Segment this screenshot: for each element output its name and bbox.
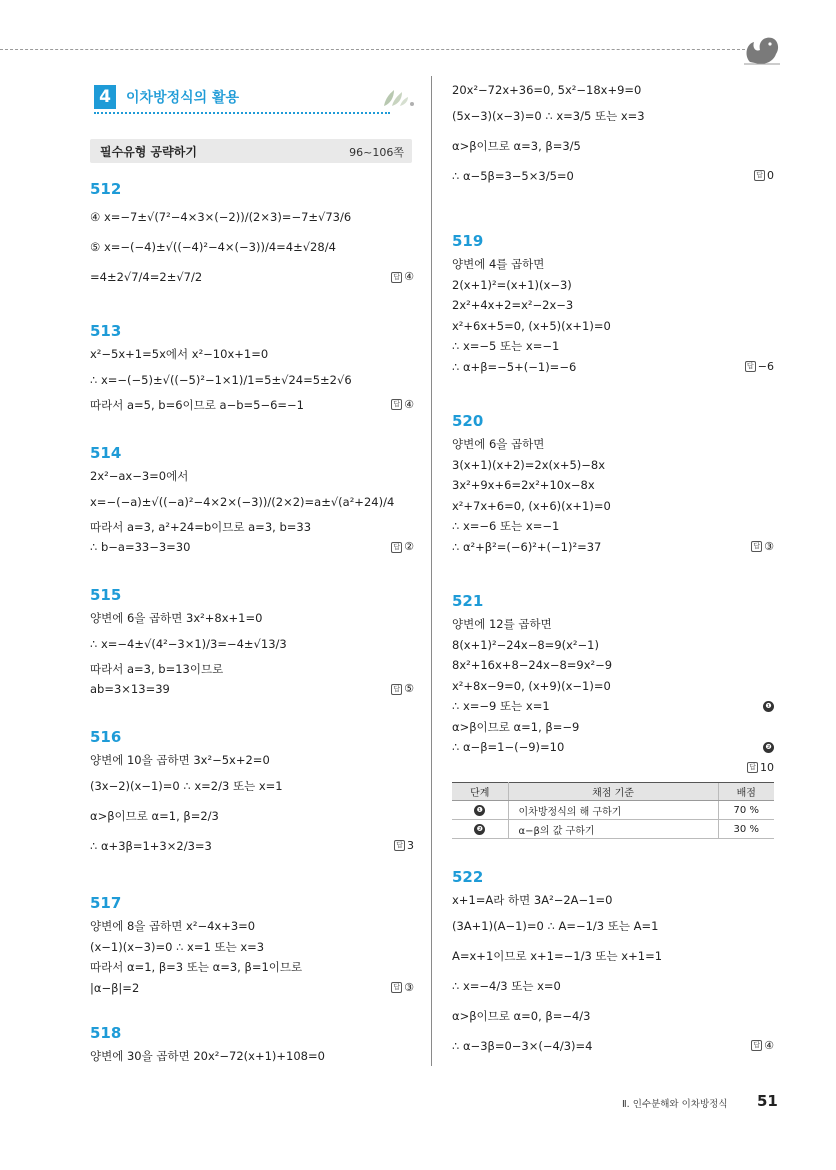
solution-text: ∴ b−a=33−3=30	[90, 540, 191, 554]
solution-line	[90, 608, 414, 629]
header-criteria: 채점 기준	[508, 783, 718, 801]
answer	[747, 758, 774, 779]
answer-value: −6	[757, 359, 774, 373]
solution-line	[90, 466, 414, 487]
solution-text: 양변에 12를 곱하면	[452, 617, 552, 631]
solution-text: (x−1)(x−3)=0 ∴ x=1 또는 x=3	[90, 939, 265, 954]
solution-text: x+1=A라 하면 3A²−2A−1=0	[452, 893, 613, 907]
problem-521	[452, 592, 774, 778]
score-cell: 30 %	[718, 820, 774, 839]
solution-line	[452, 496, 774, 517]
solution-line	[90, 978, 414, 999]
step-marker: ❷	[763, 742, 774, 753]
solution-text: x²+7x+6=0, (x+6)(x+1)=0	[452, 498, 611, 513]
solution-text: ∴ α+3β=1+3×2/3=3	[90, 838, 212, 853]
top-dashed-rule	[0, 49, 745, 50]
solution-text: 따라서 α=1, β=3 또는 α=3, β=1이므로	[90, 960, 303, 974]
solution-line	[452, 676, 774, 697]
solution-line	[452, 941, 774, 971]
solution-text: α>β이므로 α=1, β=2/3	[90, 808, 219, 823]
solution-line	[452, 101, 774, 131]
solution-text: 2x²−ax−3=0에서	[90, 469, 189, 483]
answer	[391, 262, 414, 292]
solution-line	[452, 516, 774, 537]
solution-line	[452, 254, 774, 275]
solution-line	[452, 655, 774, 676]
solution-line	[90, 344, 414, 365]
problem-520	[452, 412, 774, 557]
solution-text: ④ x=−7±√(7²−4×3×(−2))/(2×3)=−7±√73/6	[90, 210, 352, 224]
solution-text: ∴ x=−5 또는 x=−1	[452, 339, 560, 353]
solution-text: 양변에 6을 곱하면 3x²+8x+1=0	[90, 611, 263, 625]
solution-text: x²+6x+5=0, (x+5)(x+1)=0	[452, 318, 611, 333]
answer-value: 0	[767, 168, 774, 182]
solution-line	[452, 316, 774, 337]
solution-line	[90, 487, 414, 517]
solution-line	[90, 937, 414, 958]
solution-text: ∴ α−β=1−(−9)=10	[452, 740, 565, 754]
solution-line	[452, 971, 774, 1001]
answer	[391, 537, 414, 558]
problem-number: 512	[90, 180, 122, 198]
solution-line	[90, 957, 414, 978]
answer-mark-icon: 답	[394, 840, 405, 851]
problem-522	[452, 868, 774, 1061]
solution-text: 2(x+1)²=(x+1)(x−3)	[452, 277, 572, 292]
solution-text: ∴ α−3β=0−3×(−4/3)=4	[452, 1038, 593, 1053]
answer	[391, 978, 414, 999]
solution-text: ∴ x=−4±√(4²−3×1)/3=−4±√13/3	[90, 636, 287, 651]
solution-line	[452, 475, 774, 496]
solution-line	[90, 517, 414, 538]
answer-value: ③	[404, 980, 414, 994]
grading-table	[452, 782, 774, 839]
solution-line	[90, 262, 414, 292]
solution-line	[452, 717, 774, 738]
answer-value: ④	[764, 1038, 774, 1052]
solution-text: 2x²+4x+2=x²−2x−3	[452, 298, 574, 312]
grading-table-header	[452, 783, 774, 801]
solution-line	[452, 537, 774, 558]
score-cell: 70 %	[718, 801, 774, 820]
solution-text: ∴ α²+β²=(−6)²+(−1)²=37	[452, 539, 602, 554]
solution-text: x=−(−a)±√((−a)²−4×2×(−3))/(2×2)=a±√(a²+24)/4	[90, 494, 395, 509]
answer-mark-icon: 답	[751, 1040, 762, 1051]
solution-text: 양변에 4를 곱하면	[452, 257, 545, 271]
solution-line	[452, 1031, 774, 1061]
answer-value: ②	[404, 540, 414, 553]
solution-text: 3x²+9x+6=2x²+10x−8x	[452, 478, 595, 492]
step-marker: ❶	[763, 701, 774, 712]
section-title: 이차방정식의 활용	[126, 90, 240, 106]
step-marker: ❷	[474, 824, 485, 835]
solution-line	[452, 80, 774, 101]
solution-line	[90, 365, 414, 395]
problem-516	[90, 728, 414, 861]
answer-mark-icon: 답	[745, 361, 756, 372]
problem-513	[90, 322, 414, 415]
solution-text: 8(x+1)²−24x−8=9(x²−1)	[452, 637, 599, 652]
problem-number: 513	[90, 322, 122, 340]
solution-text: ab=3×13=39	[90, 682, 170, 696]
answer-mark-icon: 답	[747, 762, 758, 773]
solution-line	[452, 295, 774, 316]
mascot-squirrel-icon	[742, 32, 782, 68]
answer	[751, 1031, 774, 1061]
answer	[391, 395, 414, 416]
answer-value: 10	[760, 760, 774, 774]
solution-line	[452, 1001, 774, 1031]
problem-518-continued	[452, 80, 774, 191]
solution-text: 20x²−72x+36=0, 5x²−18x+9=0	[452, 83, 642, 97]
solution-text: ∴ x=−9 또는 x=1	[452, 699, 550, 713]
solution-text: (5x−3)(x−3)=0 ∴ x=3/5 또는 x=3	[452, 108, 645, 123]
banner-pages: 96~106쪽	[349, 146, 404, 159]
footer-chapter: Ⅱ. 인수분해와 이차방정식	[622, 1099, 728, 1110]
answer	[751, 537, 774, 558]
header-score: 배점	[718, 783, 774, 801]
solution-line	[90, 629, 414, 659]
solution-line	[90, 916, 414, 937]
problem-number: 518	[90, 1024, 122, 1042]
answer-value: ④	[404, 270, 414, 283]
problem-number: 515	[90, 586, 122, 604]
table-row	[452, 820, 774, 839]
solution-line	[90, 771, 414, 801]
problem-number: 519	[452, 232, 484, 250]
solution-line	[90, 1046, 414, 1067]
leaf-decoration-icon	[380, 88, 416, 108]
solution-line	[90, 679, 414, 700]
solution-text: x²−5x+1=5x에서 x²−10x+1=0	[90, 347, 269, 361]
problem-number: 516	[90, 728, 122, 746]
answer	[754, 161, 774, 191]
answer	[391, 679, 414, 700]
solution-line	[452, 275, 774, 296]
solution-line	[452, 434, 774, 455]
problem-number: 521	[452, 592, 484, 610]
solution-text: =4±2√7/4=2±√7/2	[90, 270, 203, 284]
must-type-banner	[90, 139, 412, 163]
problem-517	[90, 894, 414, 998]
solution-line	[452, 336, 774, 357]
solution-line	[452, 614, 774, 635]
page-number: 51	[757, 1092, 778, 1110]
solution-text: 양변에 30을 곱하면 20x²−72(x+1)+108=0	[90, 1049, 325, 1063]
answer-value: 3	[407, 838, 414, 852]
solution-line	[90, 395, 414, 416]
problem-number: 522	[452, 868, 484, 886]
solution-text: 양변에 10을 곱하면 3x²−5x+2=0	[90, 753, 270, 767]
solution-text: 양변에 8을 곱하면 x²−4x+3=0	[90, 919, 256, 933]
step-marker: ❶	[474, 805, 485, 816]
problem-518	[90, 1024, 414, 1067]
problem-number: 514	[90, 444, 122, 462]
answer-mark-icon: 답	[754, 170, 765, 181]
solution-line	[452, 890, 774, 911]
solution-line	[90, 232, 414, 262]
solution-text: 따라서 a=3, b=13이므로	[90, 661, 224, 676]
answer	[745, 357, 774, 378]
solution-text: α>β이므로 α=0, β=−4/3	[452, 1008, 591, 1023]
solution-text: ∴ x=−(−5)±√((−5)²−1×1)/1=5±√24=5±2√6	[90, 372, 352, 387]
problem-number: 517	[90, 894, 122, 912]
section-dotted-rule	[94, 112, 390, 114]
answer-value: ④	[404, 397, 414, 411]
banner-title: 필수유형 공략하기	[100, 145, 197, 159]
solution-text: α>β이므로 α=3, β=3/5	[452, 138, 581, 153]
criteria-cell: 이차방정식의 해 구하기	[508, 801, 718, 820]
problem-512	[90, 180, 414, 292]
solution-text: 양변에 6을 곱하면	[452, 437, 545, 451]
solution-line	[452, 131, 774, 161]
problem-519	[452, 232, 774, 377]
problem-number: 520	[452, 412, 484, 430]
header-step: 단계	[452, 783, 508, 801]
solution-line	[452, 455, 774, 476]
solution-text: ⑤ x=−(−4)±√((−4)²−4×(−3))/4=4±√28/4	[90, 240, 336, 254]
solution-text: ∴ x=−4/3 또는 x=0	[452, 978, 561, 993]
column-divider	[431, 76, 432, 1066]
answer-mark-icon: 답	[391, 272, 402, 283]
answer-mark-icon: 답	[391, 399, 402, 410]
problem-514	[90, 444, 414, 558]
answer-mark-icon: 답	[391, 684, 402, 695]
section-header	[90, 82, 416, 114]
answer-value: ⑤	[404, 682, 414, 695]
solution-text: x²+8x−9=0, (x+9)(x−1)=0	[452, 678, 611, 693]
solution-line	[452, 737, 774, 758]
solution-text: 따라서 a=3, a²+24=b이므로 a=3, b=33	[90, 519, 312, 534]
solution-text: ∴ α−5β=3−5×3/5=0	[452, 168, 574, 183]
solution-line	[90, 750, 414, 771]
solution-line	[90, 202, 414, 232]
problem-515	[90, 586, 414, 700]
solution-line	[452, 696, 774, 717]
solution-line	[90, 537, 414, 558]
solution-text: 8x²+16x+8−24x−8=9x²−9	[452, 658, 613, 672]
solution-text: (3A+1)(A−1)=0 ∴ A=−1/3 또는 A=1	[452, 918, 659, 933]
solution-line	[452, 635, 774, 656]
answer-mark-icon: 답	[391, 982, 402, 993]
solution-text: |α−β|=2	[90, 980, 140, 995]
solution-line	[90, 801, 414, 831]
criteria-cell: α−β의 값 구하기	[508, 820, 718, 839]
solution-line	[90, 831, 414, 861]
solution-line	[452, 357, 774, 378]
solution-line	[452, 911, 774, 941]
solution-line	[90, 659, 414, 680]
solution-line	[452, 161, 774, 191]
answer-mark-icon: 답	[391, 542, 402, 553]
solution-text: (3x−2)(x−1)=0 ∴ x=2/3 또는 x=1	[90, 778, 283, 793]
answer-mark-icon: 답	[751, 541, 762, 552]
table-row	[452, 801, 774, 820]
solution-text: ∴ x=−6 또는 x=−1	[452, 519, 560, 533]
solution-text: 3(x+1)(x+2)=2x(x+5)−8x	[452, 457, 606, 472]
solution-text: α>β이므로 α=1, β=−9	[452, 719, 580, 734]
answer	[394, 831, 414, 861]
answer-value: ③	[764, 539, 774, 553]
section-number: 4	[94, 85, 116, 109]
solution-text: ∴ α+β=−5+(−1)=−6	[452, 359, 577, 374]
solution-text: A=x+1이므로 x+1=−1/3 또는 x+1=1	[452, 948, 663, 963]
solution-line	[452, 758, 774, 779]
solution-text: 따라서 a=5, b=6이므로 a−b=5−6=−1	[90, 397, 305, 412]
